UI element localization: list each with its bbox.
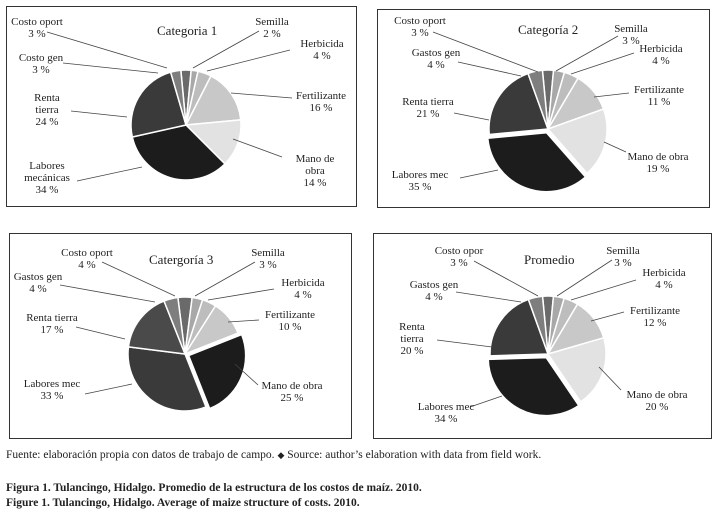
chart-panel-1 bbox=[6, 6, 357, 207]
slice-label: Costo gen 3 % bbox=[18, 52, 64, 76]
slice-label: Costo oport 3 % bbox=[11, 16, 63, 40]
slice-label: Labores mec 35 % bbox=[391, 169, 449, 193]
slice-label: Gastos gen 4 % bbox=[411, 47, 461, 71]
leader-line bbox=[604, 142, 626, 152]
leader-line bbox=[437, 340, 492, 347]
leader-line bbox=[571, 53, 634, 74]
slice-label: Herbicida 4 % bbox=[281, 277, 325, 301]
pie-chart-3 bbox=[10, 234, 353, 440]
pie-chart-1 bbox=[7, 7, 358, 208]
chart-title: Categoria 1 bbox=[157, 23, 218, 38]
chart-title: Categoría 2 bbox=[518, 22, 579, 37]
slice-label: Fertilizante 16 % bbox=[295, 90, 347, 114]
leader-line bbox=[60, 285, 155, 302]
slice-label: Costo opor 3 % bbox=[434, 245, 484, 269]
slice-label: Semilla 3 % bbox=[606, 245, 640, 269]
source-separator: ◆ bbox=[277, 450, 285, 460]
leader-line bbox=[233, 139, 282, 157]
leader-line bbox=[208, 289, 274, 300]
leader-line bbox=[571, 280, 636, 300]
chart-panel-3 bbox=[9, 233, 352, 439]
chart-panel-4 bbox=[373, 233, 712, 439]
source-text-en: Source: author’s elaboration with data from field work. bbox=[287, 449, 542, 461]
slice-label: Renta tierra 24 % bbox=[34, 92, 60, 128]
slice-label: Renta tierra 21 % bbox=[402, 96, 454, 120]
slice-label: Gastos gen 4 % bbox=[13, 271, 63, 295]
slice-label: Fertilizante 12 % bbox=[629, 305, 681, 329]
slice-label: Gastos gen 4 % bbox=[409, 279, 459, 303]
figure-caption-es: Figura 1. Tulancingo, Hidalgo. Promedio de la estructura de los costos de maíz. 2010. bbox=[6, 482, 422, 494]
source-text-es: Fuente: elaboración propia con datos de trabajo de campo. bbox=[6, 449, 275, 461]
leader-line bbox=[63, 63, 158, 73]
leader-line bbox=[47, 32, 167, 68]
slice-label: Mano de obra 14 % bbox=[295, 153, 335, 189]
slice-label: Semilla 3 % bbox=[251, 247, 285, 271]
leader-line bbox=[85, 384, 132, 394]
slice-label: Fertilizante 10 % bbox=[264, 309, 316, 333]
slice-label: Herbicida 4 % bbox=[300, 38, 344, 62]
chart-panel-2 bbox=[377, 9, 710, 208]
slice-label: Fertilizante 11 % bbox=[633, 84, 685, 108]
slice-label: Labores mecánicas 34 % bbox=[24, 160, 70, 196]
slice-label: Renta tierra 17 % bbox=[26, 312, 78, 336]
slice-label: Herbicida 4 % bbox=[639, 43, 683, 67]
leader-line bbox=[71, 111, 127, 117]
slice-label: Semilla 3 % bbox=[614, 23, 648, 47]
slice-label: Labores mec 33 % bbox=[23, 378, 81, 402]
leader-line bbox=[77, 167, 142, 181]
slice-label: Costo oport 3 % bbox=[394, 15, 446, 39]
leader-line bbox=[231, 93, 292, 98]
leader-line bbox=[591, 312, 624, 321]
slice-label: Costo oport 4 % bbox=[61, 247, 113, 271]
chart-title: Catergoría 3 bbox=[149, 252, 214, 267]
chart-title: Promedio bbox=[524, 252, 575, 267]
leader-line bbox=[458, 62, 521, 76]
leader-line bbox=[76, 327, 125, 339]
slice-label: Mano de obra 25 % bbox=[261, 380, 323, 404]
slice-label: Labores mec 34 % bbox=[417, 401, 475, 425]
pie-chart-2 bbox=[378, 10, 711, 209]
leader-line bbox=[594, 93, 629, 97]
slice-label: Mano de obra 19 % bbox=[627, 151, 689, 175]
pie-chart-4 bbox=[374, 234, 713, 440]
figure-caption-en: Figure 1. Tulancingo, Hidalgo. Average of maize structure of costs. 2010. bbox=[6, 497, 360, 509]
leader-line bbox=[228, 320, 259, 322]
slice-label: Mano de obra 20 % bbox=[626, 389, 688, 413]
leader-line bbox=[102, 262, 175, 296]
source-note bbox=[6, 449, 541, 461]
leader-line bbox=[556, 36, 618, 71]
leader-line bbox=[195, 262, 255, 296]
leader-line bbox=[460, 170, 498, 178]
slice-label: Renta tierra 20 % bbox=[399, 321, 425, 357]
leader-line bbox=[454, 113, 489, 120]
leader-line bbox=[470, 396, 502, 407]
slice-label: Herbicida 4 % bbox=[642, 267, 686, 291]
leader-line bbox=[599, 367, 621, 390]
slice-label: Semilla 2 % bbox=[255, 16, 289, 40]
leader-line bbox=[456, 292, 521, 302]
